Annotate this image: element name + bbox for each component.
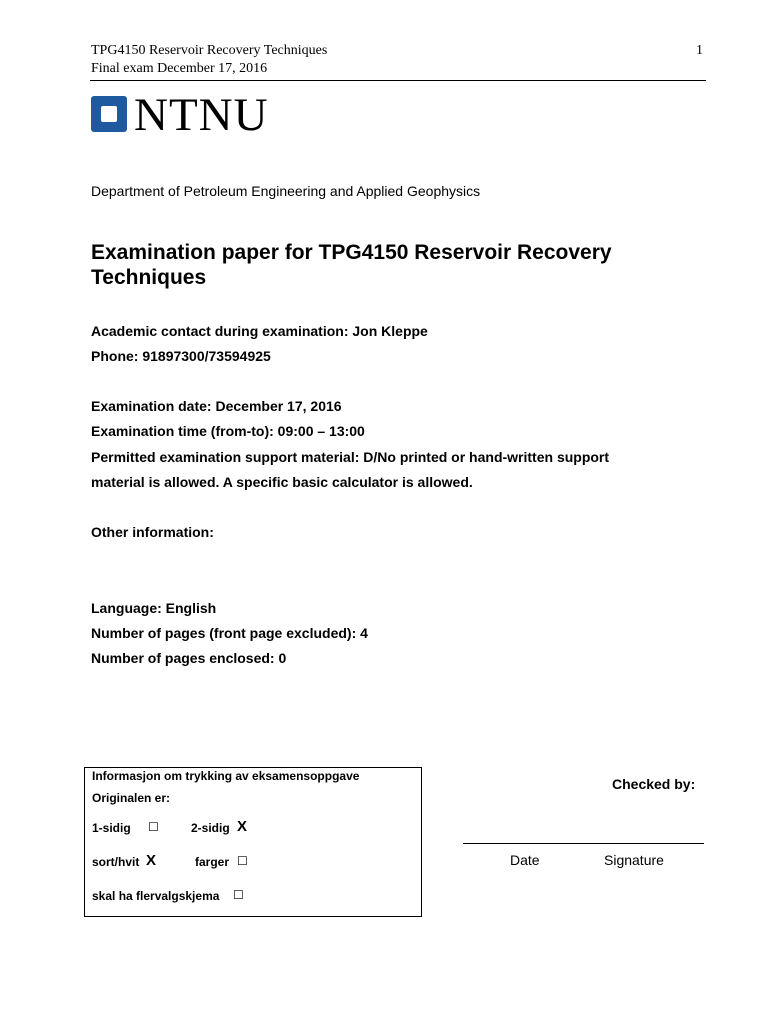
print-info-heading: Informasjon om trykking av eksamensoppgave <box>92 769 360 783</box>
header-rule <box>90 80 706 81</box>
exam-date: Examination date: December 17, 2016 <box>91 398 342 414</box>
support-material-line-1: Permitted examination support material: D/No printed or hand-written support <box>91 449 610 465</box>
page-title-line-1: Examination paper for TPG4150 Reservoir Recovery <box>91 241 612 264</box>
one-sided-label: 1-sidig <box>92 821 131 835</box>
bw-checkbox[interactable]: X <box>146 852 157 869</box>
logo-text: NTNU <box>134 89 269 141</box>
header-exam-date: Final exam December 17, 2016 <box>91 61 268 76</box>
ntnu-logo-icon <box>91 96 127 132</box>
color-label: farger <box>195 855 230 869</box>
originalen-label: Originalen er: <box>92 791 171 805</box>
two-sided-label: 2-sidig <box>191 821 230 835</box>
color-checkbox[interactable]: ☐ <box>237 854 248 868</box>
other-information: Other information: <box>91 524 214 540</box>
print-info-box <box>84 767 422 917</box>
number-of-pages: Number of pages (front page excluded): 4 <box>91 625 368 641</box>
signature-line <box>463 843 704 844</box>
header-course: TPG4150 Reservoir Recovery Techniques <box>91 43 328 58</box>
exam-time: Examination time (from-to): 09:00 – 13:00 <box>91 423 365 439</box>
mc-checkbox[interactable]: ☐ <box>233 888 244 902</box>
bw-label: sort/hvit <box>92 855 140 869</box>
checked-by-label: Checked by: <box>612 776 696 792</box>
signature-label: Signature <box>604 852 664 868</box>
language: Language: English <box>91 600 217 616</box>
support-material-line-2: material is allowed. A specific basic calculator is allowed. <box>91 474 473 490</box>
two-sided-checkbox[interactable]: X <box>237 818 248 835</box>
department: Department of Petroleum Engineering and Applied Geophysics <box>91 183 481 199</box>
pages-enclosed: Number of pages enclosed: 0 <box>91 650 287 666</box>
page-number: 1 <box>696 43 703 58</box>
mc-label: skal ha flervalgskjema <box>92 889 220 903</box>
date-label: Date <box>510 852 540 868</box>
one-sided-checkbox[interactable]: ☐ <box>148 820 159 834</box>
page-title-line-2: Techniques <box>91 266 207 289</box>
academic-contact: Academic contact during examination: Jon Kleppe <box>91 323 428 339</box>
phone: Phone: 91897300/73594925 <box>91 348 271 364</box>
